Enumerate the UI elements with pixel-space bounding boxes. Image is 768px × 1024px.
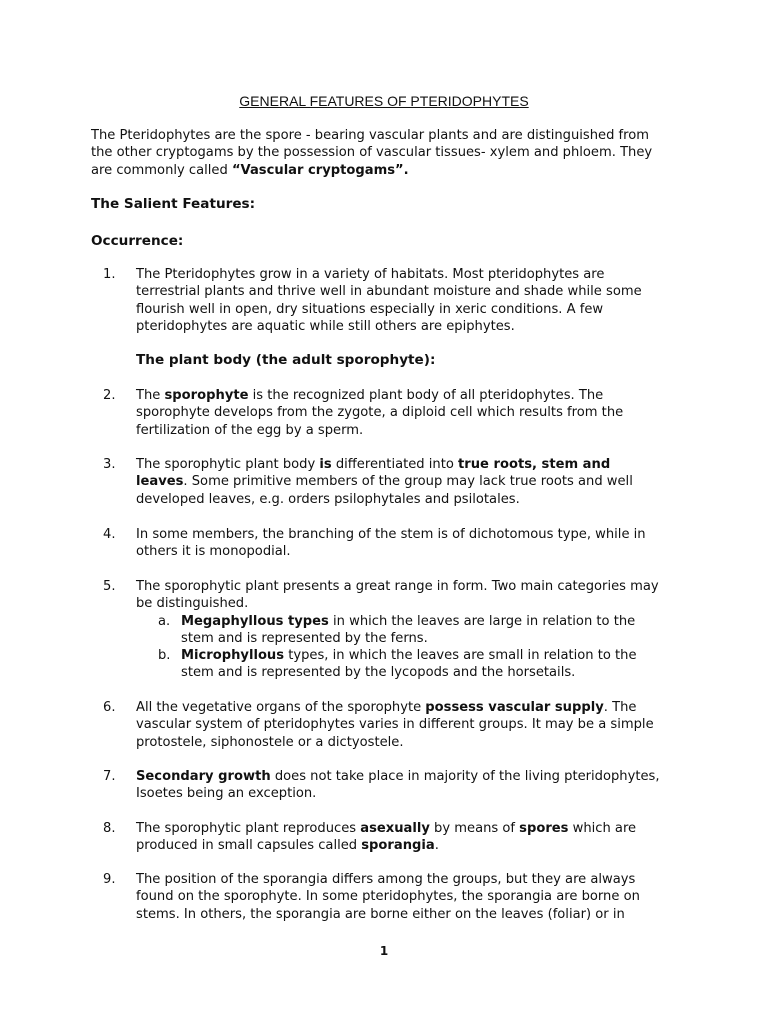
emphasis: possess vascular supply (425, 700, 604, 715)
item-number: 1. (103, 267, 116, 282)
emphasis: “Vascular cryptogams”. (231, 162, 409, 178)
item-text: In some members, the branching of the stem is of dichotomous type, while in others it is monopodial. (136, 527, 646, 560)
item-number: 3. (103, 457, 116, 472)
item-text: The Pteridophytes grow in a variety of habitats. Most pteridophytes are terrestrial plants and thrive well in abundant moisture and shade while some flourish well in open, dry situations especially in xeric conditions. A few pteridophytes are aquatic while still others are epiphytes. (136, 267, 642, 335)
sub-item-text: Megaphyllous types in which the leaves are large in relation to the stem and is represented by the ferns. (181, 614, 636, 647)
page-title: GENERAL FEATURES OF PTERIDOPHYTES (239, 93, 529, 109)
emphasis: sporangia (361, 838, 435, 854)
emphasis: spores (519, 821, 569, 836)
item-text: The sporophytic plant presents a great range in form. Two main categories may be distinguished. (136, 579, 659, 612)
emphasis: Megaphyllous types (181, 614, 329, 629)
emphasis: sporophyte (164, 388, 249, 403)
item-number: 8. (103, 821, 116, 836)
sub-item-text: Microphyllous types, in which the leaves are small in relation to the stem and is represented by the lycopods and the horsetails. (181, 648, 637, 681)
item-number: 4. (103, 527, 116, 542)
item-text: The sporophytic plant reproduces asexually by means of spores which are produced in small capsules called sporangia. (136, 821, 637, 854)
emphasis: asexually (360, 821, 430, 836)
item-text: The sporophytic plant body is differentiated into true roots, stem and leaves. Some primitive members of the group may lack true roots and well developed leaves, e.g. orders psilophytales and psilotales. (136, 457, 633, 507)
intro-line: the other cryptogams by the possession of vascular tissues- xylem and phloem. They (91, 145, 653, 161)
plant-body-heading: The plant body (the adult sporophyte): (136, 352, 436, 368)
emphasis: Microphyllous (181, 648, 285, 663)
emphasis: true roots, stem and (458, 457, 611, 472)
item-number: 6. (103, 700, 116, 715)
occurrence-heading: Occurrence: (91, 233, 184, 249)
item-text: All the vegetative organs of the sporophyte possess vascular supply. The vascular system of pteridophytes varies in different groups. It may be a simple protostele, siphonostele or a dictyostele. (136, 700, 654, 750)
emphasis: Secondary growth (136, 769, 271, 784)
emphasis: leaves (136, 474, 184, 490)
sub-item-letter: a. (158, 614, 171, 629)
emphasis: is (319, 457, 332, 472)
page-number: 1 (379, 944, 389, 958)
item-number: 7. (103, 769, 116, 784)
intro-line: are commonly called “Vascular cryptogams”. (91, 162, 409, 178)
item-number: 5. (103, 579, 116, 594)
intro-line: The Pteridophytes are the spore - bearing vascular plants and are distinguished from (91, 128, 650, 143)
item-text: The position of the sporangia differs among the groups, but they are always found on the sporophyte. In some pteridophytes, the sporangia are borne on stems. In others, the sporangia are borne either on the leaves (foliar) or in (136, 872, 640, 922)
item-text: Secondary growth does not take place in majority of the living pteridophytes, Isoetes being an exception. (136, 769, 660, 802)
item-text: The sporophyte is the recognized plant body of all pteridophytes. The sporophyte develops from the zygote, a diploid cell which results from the fertilization of the egg by a sperm. (136, 388, 624, 438)
sub-item-letter: b. (158, 648, 171, 663)
item-number: 2. (103, 388, 116, 403)
intro-paragraph (91, 127, 711, 179)
item-number: 9. (103, 872, 116, 887)
salient-features-heading: The Salient Features: (91, 196, 256, 212)
